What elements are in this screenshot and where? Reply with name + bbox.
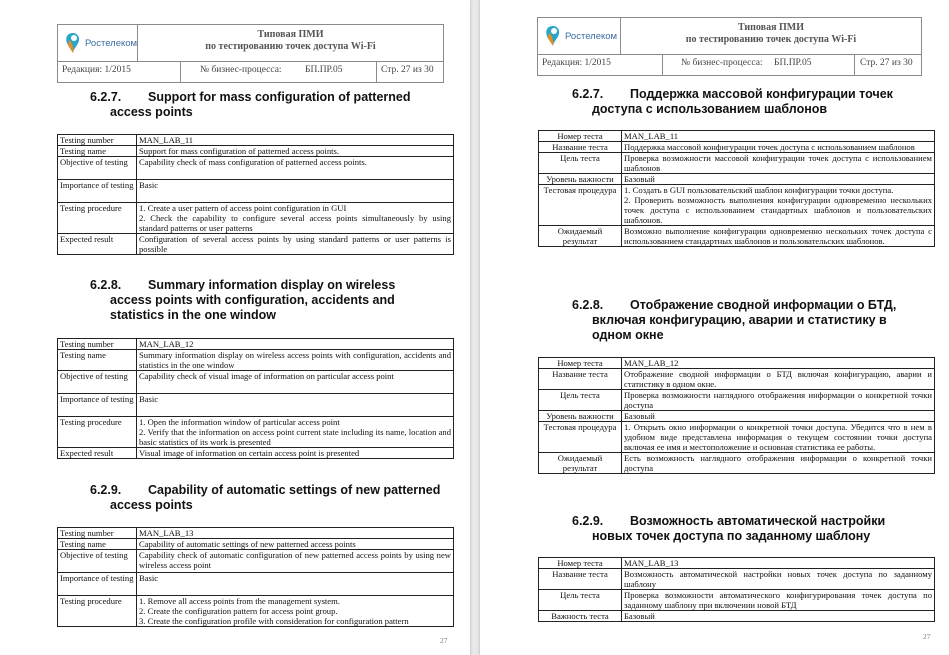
table-row: Testing procedure 1. Open the information window of particular access point 2. Verify that the information on access point current state including its name, location and basic statistics of its work is presented — [58, 417, 454, 448]
header-title-cell — [138, 25, 443, 61]
rostelecom-logo-icon — [64, 32, 82, 54]
page-number: 27 — [440, 636, 448, 645]
table-row: Уровень важности Базовый — [539, 174, 935, 185]
table-row: Testing name Summary information display on wireless access points with configuration, accidents and statistics in the one window — [58, 350, 454, 371]
rostelecom-logo — [544, 25, 617, 47]
header-subtitle: по тестированию точек доступа Wi-Fi — [685, 34, 857, 45]
edition-label: Редакция: 1/2015 — [62, 65, 131, 75]
header-meta-row — [58, 61, 443, 82]
header-title: Типовая ПМИ — [737, 22, 804, 33]
table-row: Importance of testing Basic — [58, 394, 454, 417]
document-page-english — [0, 0, 470, 655]
table-row: Тестовая процедура 1. Открыть окно информации о конкретной точки доступа. Убедится что в нем в удобном виде представлена информация о текущем состоянии точки доступа включая ее имя и местоположение и основная статистика ее работы. — [539, 422, 935, 453]
section-title: 6.2.9. Capability of automatic settings of new patterned access points — [90, 483, 441, 512]
bp-value: БП.ПР.05 — [305, 65, 343, 75]
section-title: 6.2.7. Поддержка массовой конфигурации точек доступа с использованием шаблонов — [572, 87, 893, 116]
table-row: Название теста Отображение сводной информации о БТД включая конфигурацию, аварии и статистику в одном окне. — [539, 369, 935, 390]
section-title: 6.2.7. Support for mass configuration of patterned access points — [90, 90, 411, 119]
test-case-table — [57, 527, 454, 627]
table-row: Objective of testing Capability check of mass configuration of patterned access points. — [58, 157, 454, 180]
section-number: 6.2.7. — [90, 90, 122, 104]
section-number: 6.2.8. — [90, 278, 122, 292]
header-meta-row — [538, 54, 921, 75]
logo-cell — [538, 18, 621, 54]
section-number: 6.2.9. — [572, 514, 604, 528]
table-row: Testing procedure 1. Remove all access points from the management system. 2. Create the configuration pattern for access point group. 3. Create the configuration profile with consideration for configuration pattern — [58, 596, 454, 627]
table-row: Testing name Support for mass configuration of patterned access points. — [58, 146, 454, 157]
test-case-table — [538, 130, 935, 247]
rostelecom-logo-icon — [544, 25, 562, 47]
table-row: Важность теста Базовый — [539, 611, 935, 622]
table-row: Importance of testing Basic — [58, 573, 454, 596]
table-row: Testing number MAN_LAB_11 — [58, 135, 454, 146]
page-header — [57, 24, 444, 83]
table-row: Номер теста MAN_LAB_13 — [539, 558, 935, 569]
page-info: Стр. 27 из 30 — [381, 65, 434, 75]
page-number: 27 — [923, 632, 931, 641]
test-case-table — [57, 338, 454, 459]
table-row: Testing procedure 1. Create a user pattern of access point configuration in GUI 2. Check the capability to configure several access points simultaneously by using standard patterns or user patterns — [58, 203, 454, 234]
table-row: Expected result Visual image of information on certain access point is presented — [58, 448, 454, 459]
page-info: Стр. 27 из 30 — [860, 58, 913, 68]
table-row: Цель теста Проверка возможности наглядного отображения информации о конкретной точки доступа — [539, 390, 935, 411]
edition-label: Редакция: 1/2015 — [542, 58, 611, 68]
header-subtitle: по тестированию точек доступа Wi-Fi — [205, 41, 376, 52]
page-header — [537, 17, 922, 76]
section-title: 6.2.8. Отображение сводной информации о БТД, включая конфигурацию, аварии и статистику в одном окне — [572, 298, 897, 342]
table-row: Testing name Capability of automatic settings of new patterned access points — [58, 539, 454, 550]
table-row: Название теста Поддержка массовой конфигурации точек доступа с использованием шаблонов — [539, 142, 935, 153]
table-row: Expected result Configuration of several access points by using standard patterns or user patterns is possible — [58, 234, 454, 255]
test-case-table — [538, 557, 935, 622]
table-row: Objective of testing Capability check of automatic configuration of new patterned access points by using new wireless access point — [58, 550, 454, 573]
table-row: Уровень важности Базовый — [539, 411, 935, 422]
rostelecom-logo — [64, 32, 137, 54]
section-number: 6.2.8. — [572, 298, 604, 312]
table-row: Название теста Возможность автоматической настройки новых точек доступа по заданному шаблону — [539, 569, 935, 590]
table-row: Importance of testing Basic — [58, 180, 454, 203]
table-row: Цель теста Проверка возможности массовой конфигурации точек доступа с использованием шаблонов — [539, 153, 935, 174]
section-title: 6.2.9. Возможность автоматической настройки новых точек доступа по заданному шаблону — [572, 514, 886, 543]
table-row: Тестовая процедура 1. Создать в GUI пользовательский шаблон конфигурации точки доступа. 2. Проверить возможность выполнения конфигурации одновременно нескольких точек доступа с использованием стандартных шаблонов и пользовательских шаблонов. — [539, 185, 935, 226]
logo-cell — [58, 25, 138, 61]
section-number: 6.2.7. — [572, 87, 604, 101]
header-title-cell — [621, 18, 921, 54]
bp-value: БП.ПР.05 — [774, 58, 812, 68]
table-row: Номер теста MAN_LAB_11 — [539, 131, 935, 142]
bp-label: № бизнес-процесса: — [681, 58, 763, 68]
header-title: Типовая ПМИ — [257, 29, 324, 40]
logo-text: Ростелеком — [85, 37, 138, 49]
logo-text: Ростелеком — [565, 30, 618, 42]
table-row: Ожидаемый результат Возможно выполнение конфигурации одновременно нескольких точек доступа с использованием стандартных шаблонов и пользовательских шаблонов. — [539, 226, 935, 247]
table-row: Testing number MAN_LAB_13 — [58, 528, 454, 539]
table-row: Ожидаемый результат Есть возможность наглядного отображения информации о конкретной точки доступа — [539, 453, 935, 474]
document-page-russian — [480, 0, 949, 655]
section-title: 6.2.8. Summary information display on wireless access points with configuration, accidents and statistics in the one window — [90, 278, 396, 322]
table-row: Цель теста Проверка возможности автоматического конфигурирования точек доступа по заданному шаблону при включении новой БТД — [539, 590, 935, 611]
section-number: 6.2.9. — [90, 483, 122, 497]
test-case-table — [538, 357, 935, 474]
table-row: Номер теста MAN_LAB_12 — [539, 358, 935, 369]
test-case-table — [57, 134, 454, 255]
bp-label: № бизнес-процесса: — [200, 65, 282, 75]
table-row: Objective of testing Capability check of visual image of information on particular access point — [58, 371, 454, 394]
table-row: Testing number MAN_LAB_12 — [58, 339, 454, 350]
